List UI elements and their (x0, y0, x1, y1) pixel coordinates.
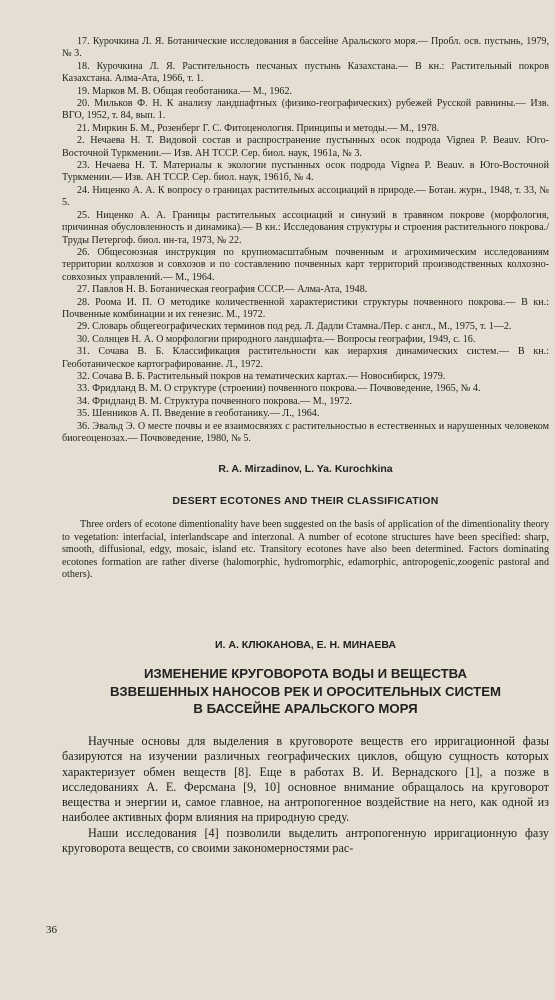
reference-item: 19. Марков М. В. Общая геоботаника.— М., 1962. (77, 85, 293, 97)
reference-item: 35. Шенников А. П. Введение в геоботанику.— Л., 1964. (77, 408, 320, 420)
body-paragraph: Наши исследования [4] позволили выделить антропогенную ирригационную фазу круговорота веществ, со своими закономерностями рас- (62, 825, 549, 856)
reference-item: 33. Фридланд В. М. О структуре (строении) почвенного покрова.— Почвоведение, 1965, № 4. (77, 383, 481, 395)
reference-list (62, 36, 549, 445)
reference-item: 24. Ниценко А. А. К вопросу о границах растительных ассоциаций в природе.— Ботан. журн., 1948, т. 33, № 5. (62, 184, 549, 209)
body-paragraph: Научные основы для выделения в круговороте веществ его ирригационной фазы базируются на изучении различных географических циклов, общую сущность которых характеризует обмен веществ [8]. Еще в работах В. И. Вернадского [1], а позже в исследованиях А. Е. Ферсмана [9, 10] основное внимание обращалось на круговорот вещества и энергии и, самое главное, на антропогенное воздействие на него, как одной из наиболее активных форм влияния на природную среду. (62, 733, 549, 825)
reference-item: 30. Солнцев Н. А. О морфологии природного ландшафта.— Вопросы географии, 1949, с. 16. (77, 333, 476, 345)
russian-title-line: ИЗМЕНЕНИЕ КРУГОВОРОТА ВОДЫ И ВЕЩЕСТВА (143, 666, 468, 682)
reference-item: 2. Нечаева Н. Т. Видовой состав и распространение пустынных осок подрода Vignea P. Beauv. Юго-Восточной Туркмении.— Изв. АН ТССР. Сер. биол. наук, 1961а, № 3. (62, 135, 549, 159)
reference-item: 32. Сочава В. Б. Растительный покров на тематических картах.— Новосибирск, 1979. (77, 370, 446, 382)
reference-item: 17. Курочкина Л. Я. Ботанические исследования в бассейне Аральского моря.— Пробл. осв. пустынь, 1979, № 3. (62, 36, 549, 60)
reference-item: 18. Курочкина Л. Я. Растительность песчаных пустынь Казахстана.— В кн.: Растительный покров Казахстана. Алма-Ата, 1966, т. 1. (62, 60, 549, 85)
reference-item: 29. Словарь общегеографических терминов под ред. Л. Дадли Стамна./Пер. с англ., М., 1975, т. 1—2. (77, 321, 512, 333)
reference-item: 36. Эвальд Э. О месте почвы и ее взаимосвязях с растительностью в естественных и нарушенных человеком биогеоценозах.— Почвоведение, 1980, № 5. (62, 420, 549, 444)
article-body (62, 734, 549, 856)
reference-item: 28. Роома И. П. О методике количественной характеристики структуры почвенного покрова.— В кн.: Почвенные комбинации и их генезис. М., 1972. (62, 296, 549, 320)
russian-title-line: В БАССЕЙНЕ АРАЛЬСКОГО МОРЯ (193, 701, 418, 717)
russian-authors: И. А. КЛЮКАНОВА, Е. Н. МИНАЕВА (215, 639, 396, 652)
russian-title-line: ВЗВЕШЕННЫХ НАНОСОВ РЕК И ОРОСИТЕЛЬНЫХ СИСТЕМ (110, 683, 501, 699)
reference-item: 27. Павлов Н. В. Ботаническая география СССР.— Алма-Ата, 1948. (77, 284, 368, 296)
reference-item: 26. Общесоюзная инструкция по крупномасштабным почвенным и агрохимическим исследованиям территории колхозов и совхозов и по составлению почвенных карт территорий производственных колхозно-совхозных управлений.— М., 1964. (62, 246, 549, 283)
english-authors: R. A. Mirzadinov, L. Ya. Kurochkina (218, 463, 393, 476)
russian-title (62, 665, 549, 718)
english-title: DESERT ECOTONES AND THEIR CLASSIFICATION (172, 495, 439, 508)
reference-item: 23. Нечаева Н. Т. Материалы к экологии пустынных осок подрода Vignea P. Beauv. в Юго-Восточной Туркмении.— Изв. АН ТССР. Сер. биол. наук, 1961б, № 4. (62, 160, 549, 184)
reference-item: 25. Ниценко А. А. Границы растительных ассоциаций и синузий в травяном покрове (морфология, причинная обусловленность и динамика).— В кн.: Исследования структуры и строения растительного покрова./Труды Петергоф. биол. ин-та, 1973, № 22. (62, 209, 549, 246)
english-abstract: Three orders of ecotone dimentionality have been suggested on the basis of application of the dimentionality theory to vegetation: interfacial, interlandscape and interzonal. A number of ecotone structures have been specified: sharp, smooth, diffusional, edgy, mosaic, island etc. Transitory ecotones have also been determined. Factors dominating ecotones formation are rather diverse (halomorphic, hydromorphic, edamorphic, antropogenic,zoogenic pastoral and others). (62, 519, 549, 581)
reference-item: 34. Фридланд В. М. Структура почвенного покрова.— М., 1972. (77, 395, 353, 407)
reference-item: 20. Мильков Ф. Н. К анализу ландшафтных (физико-географических) рубежей Русской равнины.— Изв. ВГО, 1952, т. 84, вып. 1. (62, 98, 549, 122)
page-number: 36 (46, 924, 57, 936)
reference-item: 21. Миркин Б. М., Розенберг Г. С. Фитоценология. Принципы и методы.— М., 1978. (77, 122, 440, 134)
reference-item: 31. Сочава В. Б. Классификация растительности как иерархия динамических систем.— В кн.: Геоботаническое картографирование. Л., 1972. (62, 346, 549, 370)
